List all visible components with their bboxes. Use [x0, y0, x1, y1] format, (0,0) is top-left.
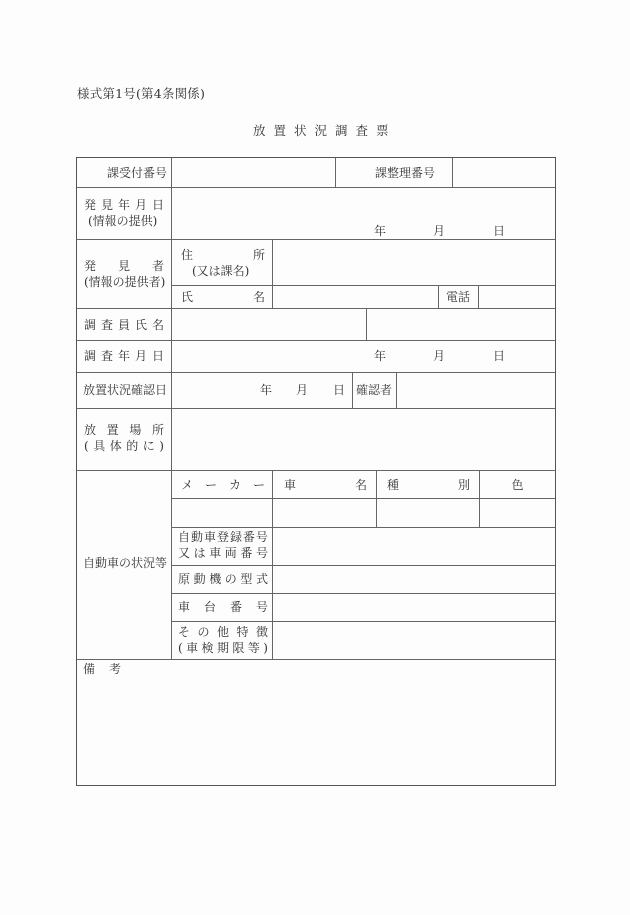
- investigation-date-label: 調 査 年 月 日: [84, 349, 164, 363]
- confirmation-date-label: 放置状況確認日: [83, 383, 168, 397]
- survey-form-table: [76, 157, 556, 786]
- chassis-number-field[interactable]: [273, 594, 555, 621]
- reception-number-field[interactable]: [172, 158, 335, 187]
- location-label: 放 置 場 所: [84, 423, 164, 437]
- maker-header: メ ー カ ー: [181, 478, 265, 492]
- investigation-month-unit: 月: [433, 349, 446, 363]
- phone-label: 電話: [446, 290, 471, 304]
- address-field[interactable]: [273, 240, 555, 285]
- investigator-label: 調 査 員 氏 名: [84, 318, 164, 332]
- discovery-day-unit: 日: [493, 224, 506, 238]
- arrangement-number-label: 課整理番号: [375, 166, 436, 180]
- confirmer-field[interactable]: [397, 373, 555, 408]
- discoverer-name-field[interactable]: [273, 286, 438, 308]
- registration-field[interactable]: [273, 528, 555, 565]
- location-field[interactable]: [172, 409, 555, 470]
- investigation-day-unit: 日: [493, 349, 506, 363]
- investigation-year-unit: 年: [374, 349, 387, 363]
- investigator-name-field-1[interactable]: [172, 309, 366, 340]
- engine-type-label: 原 動 機 の 型 式: [178, 572, 268, 586]
- arrangement-number-field[interactable]: [453, 158, 555, 187]
- vehicle-number-label: 又 は 車 両 番 号: [178, 546, 268, 560]
- car-name-field[interactable]: [273, 499, 376, 527]
- type-header: 種 別: [387, 478, 470, 492]
- confirmer-label: 確認者: [356, 383, 393, 397]
- discovery-date-label: 発 見 年 月 日: [84, 198, 164, 212]
- discoverer-label: 発 見 者: [84, 259, 164, 273]
- chassis-number-label: 車 台 番 号: [178, 600, 268, 614]
- discovery-date-sublabel: (情報の提供): [88, 214, 158, 228]
- remarks-label: 備 考: [83, 662, 121, 676]
- color-header: 色: [511, 478, 524, 492]
- inspection-expiry-label: ( 車 検 期 限 等 ): [178, 641, 268, 655]
- discoverer-sublabel: (情報の提供者): [84, 275, 166, 289]
- color-field[interactable]: [480, 499, 555, 527]
- reception-number-label: 課受付番号: [107, 166, 168, 180]
- maker-field[interactable]: [173, 499, 276, 527]
- type-field[interactable]: [377, 499, 479, 527]
- other-features-field[interactable]: [273, 622, 555, 659]
- remarks-field[interactable]: [77, 678, 555, 785]
- name-label: 氏 名: [181, 290, 265, 304]
- vehicle-status-label: 自動車の状況等: [83, 556, 168, 570]
- registration-label: 自 動 車 登 録 番 号: [178, 530, 268, 544]
- car-name-header: 車 名: [284, 478, 367, 492]
- address-label: 住 所: [181, 248, 265, 262]
- confirmation-year-unit: 年: [260, 383, 273, 397]
- location-sublabel: ( 具 体 的 に ): [84, 439, 164, 453]
- form-number: 様式第1号(第4条関係): [77, 86, 206, 101]
- address-sublabel: (又は課名): [192, 264, 250, 278]
- other-features-label: そ の 他 特 徴: [178, 625, 268, 639]
- confirmation-day-unit: 日: [333, 383, 346, 397]
- engine-type-field[interactable]: [273, 566, 555, 593]
- discovery-year-unit: 年: [374, 224, 387, 238]
- investigator-name-field-2[interactable]: [367, 309, 555, 340]
- confirmation-month-unit: 月: [296, 383, 309, 397]
- discovery-month-unit: 月: [433, 224, 446, 238]
- phone-field[interactable]: [479, 286, 555, 308]
- page-title: 放置状況調査票: [253, 123, 397, 138]
